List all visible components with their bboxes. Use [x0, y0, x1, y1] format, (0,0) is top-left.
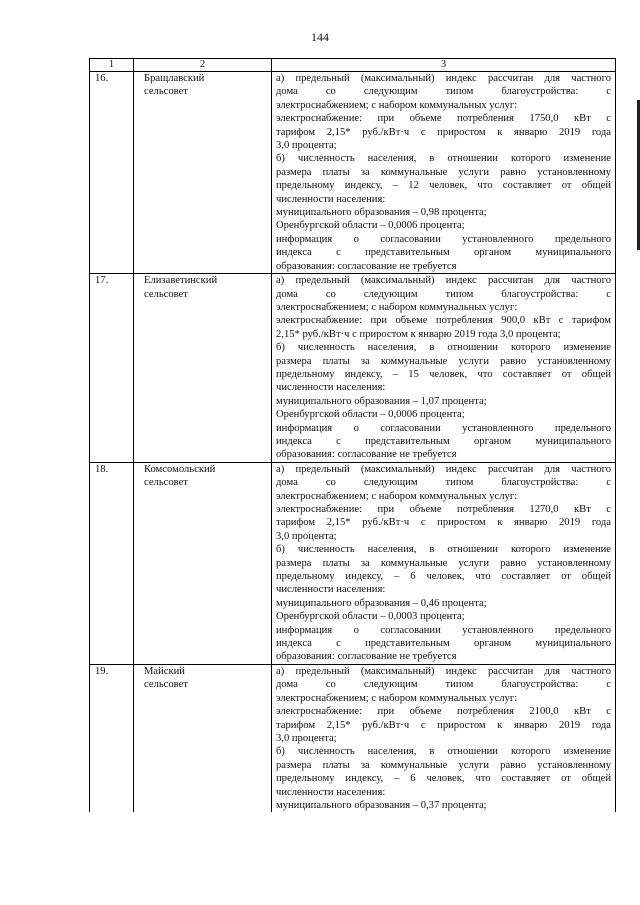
description-line: информация о согласовании установленного предельного [276, 233, 611, 245]
description-line: а) предельный (максимальный) индекс рассчитан для частного [276, 463, 611, 475]
settlement-name-line: Комсомольский [144, 463, 216, 475]
table-row [90, 462, 616, 664]
index-description-cell [272, 274, 616, 463]
description-line: дома со следующим типом благоустройства: с [276, 288, 611, 300]
description-line: тарифом 2,15* руб./кВт·ч с приростом к январю 2019 года [276, 719, 611, 731]
description-line: индекса с представительным органом муниципального [276, 435, 611, 447]
settlement-name-line: сельсовет [144, 679, 188, 691]
description-line: Оренбургской области – 0,0006 процента; [276, 409, 465, 421]
description-line: б) численность населения, в отношении которого изменение [276, 153, 611, 165]
description-line: размера платы за коммунальные услуги равно установленному [276, 355, 611, 367]
description-line: размера платы за коммунальные услуги равно установленному [276, 557, 611, 569]
settlement-name-line: сельсовет [144, 86, 188, 98]
description-line: образования: согласование не требуется [276, 449, 457, 461]
description-line: б) численность населения, в отношении которого изменение [276, 544, 611, 556]
description-line: дома со следующим типом благоустройства: с [276, 679, 611, 691]
index-description-cell [272, 664, 616, 812]
description-line: а) предельный (максимальный) индекс рассчитан для частного [276, 275, 611, 287]
settlement-name-line: сельсовет [144, 288, 188, 300]
description-line: предельному индексу, – 12 человек, что составляет от общей [276, 180, 611, 192]
description-line: 3,0 процента; [276, 530, 337, 542]
description-line: а) предельный (максимальный) индекс рассчитан для частного [276, 73, 611, 84]
description-line: предельному индексу, – 6 человек, что составляет от общей [276, 773, 611, 785]
settlement-name-line: сельсовет [144, 477, 188, 489]
settlement-name-cell [134, 72, 272, 274]
description-line: информация о согласовании установленного предельного [276, 624, 611, 636]
description-line: численности населения: [276, 786, 386, 798]
description-line: индекса с представительным органом муниципального [276, 638, 611, 650]
row-number: 19. [90, 664, 134, 812]
table-row [90, 72, 616, 274]
settlement-name-line: Майский [144, 665, 185, 677]
row-number: 17. [90, 274, 134, 463]
settlement-name-cell [134, 462, 272, 664]
description-line: электроснабжением; с набором коммунальных услуг: [276, 99, 518, 111]
description-line: муниципального образования – 0,37 процента; [276, 799, 487, 811]
description-line: электроснабжение: при объеме потребления 2100,0 кВт с [276, 706, 611, 718]
description-line: а) предельный (максимальный) индекс рассчитан для частного [276, 665, 611, 677]
description-line: электроснабжением; с набором коммунальных услуг: [276, 490, 518, 502]
description-line: электроснабжение: при объеме потребления 1750,0 кВт с [276, 113, 611, 125]
description-line: электроснабжением; с набором коммунальных услуг: [276, 301, 518, 313]
document-table [89, 58, 616, 812]
description-line: 3,0 процента; [276, 732, 337, 744]
description-line: муниципального образования – 0,46 процента; [276, 597, 487, 609]
column-header-1: 1 [90, 59, 134, 72]
settlement-name-line: Бращлавский [144, 73, 205, 84]
row-number: 18. [90, 462, 134, 664]
description-line: Оренбургской области – 0,0003 процента; [276, 611, 465, 623]
table-header-row [90, 59, 616, 72]
description-line: электроснабжением; с набором коммунальных услуг: [276, 692, 518, 704]
description-line: б) численность населения, в отношении которого изменение [276, 746, 611, 758]
description-line: электроснабжение: при объеме потребления 900,0 кВт с тарифом [276, 315, 611, 327]
description-line: предельному индексу, – 15 человек, что составляет от общей [276, 368, 611, 380]
row-number: 16. [90, 72, 134, 274]
description-line: дома со следующим типом благоустройства: с [276, 477, 611, 489]
description-line: численности населения: [276, 584, 386, 596]
description-line: б) численность населения, в отношении которого изменение [276, 342, 611, 354]
column-header-3: 3 [272, 59, 616, 72]
description-line: дома со следующим типом благоустройства: с [276, 86, 611, 98]
settlement-name-cell [134, 274, 272, 463]
description-line: образования: согласование не требуется [276, 651, 457, 663]
page-number: 144 [311, 30, 329, 44]
description-line: образования: согласование не требуется [276, 260, 457, 272]
description-line: численности населения: [276, 193, 386, 205]
description-line: 2,15* руб./кВт·ч с приростом к январю 2019 года 3,0 процента; [276, 328, 561, 340]
description-line: предельному индексу, – 6 человек, что составляет от общей [276, 571, 611, 583]
description-line: муниципального образования – 0,98 процента; [276, 207, 487, 219]
column-header-2: 2 [134, 59, 272, 72]
description-line: муниципального образования – 1,07 процента; [276, 395, 487, 407]
table-body [90, 59, 616, 813]
description-line: информация о согласовании установленного предельного [276, 422, 611, 434]
description-line: электроснабжение: при объеме потребления 1270,0 кВт с [276, 504, 611, 515]
table-row [90, 274, 616, 463]
description-line: тарифом 2,15* руб./кВт·ч с приростом к январю 2019 года [276, 126, 611, 138]
description-line: 3,0 процента; [276, 140, 337, 152]
index-description-cell [272, 462, 616, 664]
description-line: численности населения: [276, 382, 386, 394]
description-line: размера платы за коммунальные услуги равно установленному [276, 759, 611, 771]
description-line: размера платы за коммунальные услуги равно установленному [276, 166, 611, 178]
description-line: индекса с представительным органом муниципального [276, 247, 611, 259]
table-row [90, 664, 616, 812]
settlement-name-cell [134, 664, 272, 812]
description-line: Оренбургской области – 0,0006 процента; [276, 220, 465, 232]
index-description-cell [272, 72, 616, 274]
description-line: тарифом 2,15* руб./кВт·ч с приростом к январю 2019 года [276, 517, 611, 529]
settlement-name-line: Елизаветинский [144, 275, 218, 287]
